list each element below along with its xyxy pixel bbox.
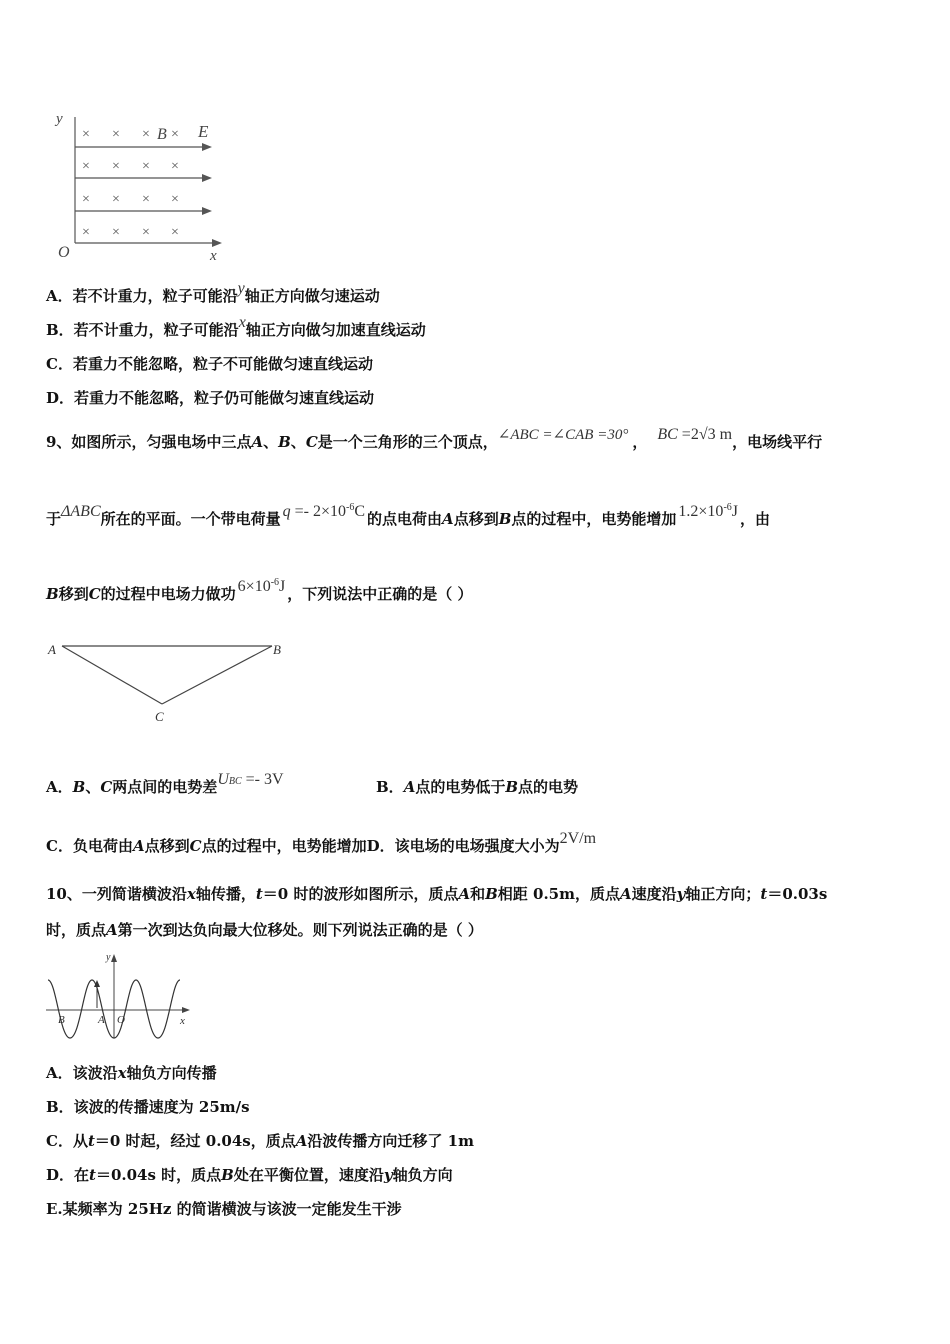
wave-diagram [44, 948, 194, 1040]
y-axis-label: y [56, 111, 63, 127]
var-x: x [238, 314, 246, 331]
cross-mark: × [112, 127, 120, 142]
cross-mark: × [171, 225, 179, 240]
bc-length-expression: BC =2√3 m [657, 426, 733, 443]
vertex-a-label: A [48, 642, 56, 657]
cross-mark: × [142, 127, 150, 142]
q10-option-b[interactable]: B．该波的传播速度为 25m/s [46, 1098, 250, 1116]
cross-mark: × [112, 192, 120, 207]
vertex-b-label: B [273, 642, 281, 657]
b-field-label: B [157, 126, 167, 143]
q8-option-a[interactable]: A．若不计重力，粒子可能沿y轴正方向做匀速运动 [46, 280, 380, 305]
cross-mark: × [171, 127, 179, 142]
cross-mark: × [171, 159, 179, 174]
q10-option-c[interactable]: C．从t＝0 时起，经过 0.04s，质点A沿波传播方向迁移了 1m [46, 1132, 474, 1150]
q8-option-c[interactable]: C．若重力不能忽略，粒子不可能做匀速直线运动 [46, 355, 373, 373]
charge-expression: $q =- 2\times 10^{-6}C$ [282, 502, 366, 520]
potential-difference-expression: UBC =- 3V [217, 771, 284, 788]
var-y: y [237, 280, 245, 297]
vertex-c-label: C [155, 709, 164, 724]
q8-option-b[interactable]: B．若不计重力，粒子可能沿x轴正方向做匀加速直线运动 [46, 314, 426, 339]
triangle-expression: ΔABC [61, 503, 101, 520]
field-strength-value: 2V/m [559, 830, 597, 847]
wave-origin-label: O [117, 1014, 125, 1026]
q10-option-e[interactable]: E.某频率为 25Hz 的简谐横波与该波一定能发生干涉 [46, 1200, 402, 1218]
origin-label: O [58, 244, 70, 261]
wave-point-a-label: A [98, 1014, 105, 1026]
cross-mark: × [82, 192, 90, 207]
q9-stem-line2: 于ΔABC所在的平面。一个带电荷量 $q =- 2\times 10^{-6}C$ 的点电荷由A点移到B点的过程中，电势能增加 $1.2\times 10^{-6}J$ ，由 [46, 502, 771, 528]
cross-mark: × [142, 192, 150, 207]
q10-option-d[interactable]: D．在t＝0.04s 时，质点B处在平衡位置，速度沿y轴负方向 [46, 1166, 453, 1184]
wave-y-label: y [106, 952, 111, 963]
wave-x-label: x [180, 1015, 185, 1027]
q10-option-a[interactable]: A．该波沿x轴负方向传播 [46, 1064, 217, 1082]
q9-stem-line3: B移到C的过程中电场力做功 $6\times 10^{-6}J$ ，下列说法中正确的是（ ） [46, 577, 473, 603]
triangle-diagram [44, 636, 294, 726]
x-axis-label: x [210, 248, 217, 264]
q8-option-d[interactable]: D．若重力不能忽略，粒子仍可能做匀速直线运动 [46, 389, 375, 407]
q9-option-a[interactable]: A．B、C两点间的电势差UBC =- 3V [46, 771, 284, 796]
q10-stem-line1: 10、一列简谐横波沿x轴传播，t＝0 时的波形如图所示，质点A和B相距 0.5m，质点A速度沿y轴正方向；t＝0.03s [46, 885, 828, 903]
cross-mark: × [112, 159, 120, 174]
q9-option-c-d[interactable]: C．负电荷由A点移到C点的过程中，电势能增加D．该电场的电场强度大小为2V/m [46, 830, 597, 855]
cross-mark: × [82, 225, 90, 240]
wave-point-b-label: B [58, 1014, 65, 1026]
angle-expression: ∠ABC =∠CAB =30° [497, 427, 629, 443]
cross-mark: × [142, 225, 150, 240]
energy-expression: $1.2\times 10^{-6}J$ [678, 502, 739, 520]
e-field-label: E [198, 122, 209, 141]
cross-mark: × [82, 127, 90, 142]
cross-mark: × [82, 159, 90, 174]
cross-mark: × [112, 225, 120, 240]
b-field-crosses [82, 127, 179, 240]
cross-mark: × [171, 192, 179, 207]
field-diagram [50, 105, 240, 265]
q9-stem-line1: 9、如图所示，匀强电场中三点A、B、C是一个三角形的三个顶点，∠ABC =∠CAB =30° ， BC =2√3 m，电场线平行 [46, 426, 823, 451]
work-expression: $6\times 10^{-6}J$ [237, 577, 286, 595]
q10-stem-line2: 时，质点A第一次到达负向最大位移处。则下列说法正确的是（ ） [46, 921, 483, 939]
cross-mark: × [142, 159, 150, 174]
q9-option-b[interactable]: B．A点的电势低于B点的电势 [376, 778, 579, 796]
